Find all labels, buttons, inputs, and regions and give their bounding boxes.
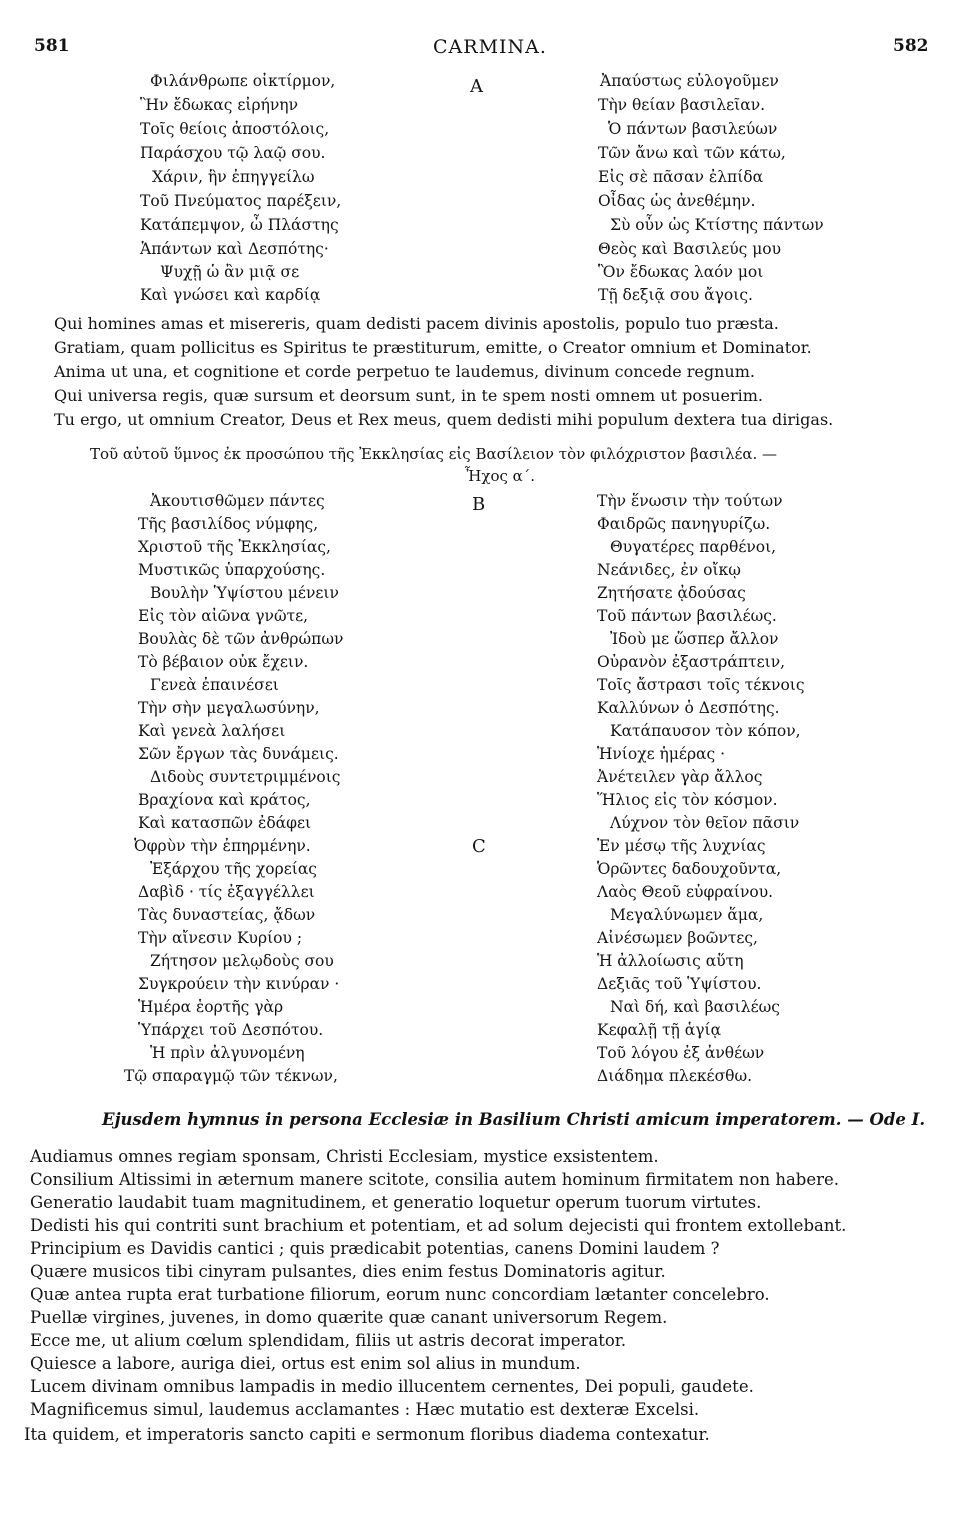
prose-line: Qui homines amas et misereris, quam dedisti pacem divinis apostolis, populo tuo præsta.	[54, 314, 779, 333]
verse-line: Φιλάνθρωπε οἰκτίρμον,	[150, 72, 336, 90]
verse-line: Ἡνίοχε ἡμέρας ·	[597, 745, 726, 763]
verse-line: Ἀπαύστως εὐλογοῦμεν	[600, 72, 779, 90]
verse-line: Φαιδρῶς πανηγυρίζω.	[597, 515, 771, 533]
verse-line: Ἰδοὺ με ὥσπερ ἄλλον	[610, 630, 779, 648]
section-marker-b: B	[472, 494, 486, 515]
verse-line: Διδοὺς συντετριμμένοις	[150, 768, 341, 786]
prose-line: Quære musicos tibi cinyram pulsantes, dies enim festus Dominatoris agitur.	[30, 1262, 666, 1281]
verse-line: Ναὶ δή, καὶ βασιλέως	[610, 998, 780, 1016]
verse-line: Δεξιᾶς τοῦ Ὑψίστου.	[597, 975, 762, 993]
verse-line: Μεγαλύνωμεν ἅμα,	[610, 906, 764, 924]
verse-line: Αἰνέσωμεν βοῶντες,	[597, 929, 758, 947]
verse-line: Παράσχου τῷ λαῷ σου.	[140, 144, 326, 162]
verse-line: Ἡ ἀλλοίωσις αὕτη	[597, 952, 744, 970]
prose-line: Audiamus omnes regiam sponsam, Christi Ecclesiam, mystice exsistentem.	[30, 1147, 659, 1166]
verse-line: Καλλύνων ὁ Δεσπότης.	[597, 699, 780, 717]
verse-line: Βουλὴν Ὑψίστου μένειν	[150, 584, 339, 602]
verse-line: Καὶ γενεὰ λαλήσει	[138, 722, 286, 740]
verse-line: Τὴν σὴν μεγαλωσύνην,	[138, 699, 320, 717]
verse-line: Τοῖς ἄστρασι τοῖς τέκνοις	[597, 676, 805, 694]
greek-title-line2: Ἦχος α΄.	[464, 467, 536, 485]
verse-line: Ζητήσατε ᾀδούσας	[597, 584, 746, 602]
verse-line: Εἰς τὸν αἰῶνα γνῶτε,	[138, 607, 309, 625]
verse-line: Κατάπεμψον, ὦ Πλάστης	[140, 216, 339, 234]
prose-line: Qui universa regis, quæ sursum et deorsum sunt, in te spem nosti omnem ut posuerim.	[54, 386, 763, 405]
verse-line: Ὁρῶντες δαδουχοῦντα,	[597, 860, 782, 878]
section-marker-c: C	[472, 836, 486, 857]
prose-line: Lucem divinam omnibus lampadis in medio illucentem cernentes, Dei populi, gaudete.	[30, 1377, 754, 1396]
verse-line: Τῇ δεξιᾷ σου ἄγοις.	[598, 286, 753, 304]
verse-line: Μυστικῶς ὑπαρχούσης.	[138, 561, 326, 579]
latin-hymn-title: Ejusdem hymnus in persona Ecclesiæ in Basilium Christi amicum imperatorem. — Ode I.	[102, 1110, 926, 1129]
verse-line: Τοῦ Πνεύματος παρέξειν,	[140, 192, 342, 210]
verse-line: Εἰς σὲ πᾶσαν ἐλπίδα	[598, 168, 764, 186]
verse-line: Τὴν θείαν βασιλεῖαν.	[598, 96, 766, 114]
prose-line: Generatio laudabit tuam magnitudinem, et generatio loquetur operum tuorum virtutes.	[30, 1193, 762, 1212]
prose-line: Ita quidem, et imperatoris sancto capiti e sermonum floribus diadema contexatur.	[24, 1425, 710, 1444]
greek-hymn-title	[90, 443, 890, 487]
verse-line: Λαὸς Θεοῦ εὐφραίνου.	[597, 883, 774, 901]
verse-line: Διάδημα πλεκέσθω.	[597, 1067, 753, 1085]
verse-line: Ἡμέρα ἑορτῆς γὰρ	[138, 998, 284, 1016]
verse-line: Ψυχῇ ὡ ἂν μιᾷ σε	[160, 263, 300, 281]
verse-line: Βουλὰς δὲ τῶν ἀνθρώπων	[138, 630, 344, 648]
verse-line: Οὐρανὸν ἐξαστράπτειν,	[597, 653, 786, 671]
verse-line: Ἀκουτισθῶμεν πάντες	[150, 492, 325, 510]
verse-line: Τῷ σπαραγμῷ τῶν τέκνων,	[124, 1067, 338, 1085]
greek-title-line1: Τοῦ αὐτοῦ ὕμνος ἐκ προσώπου τῆς Ἐκκλησίας εἰς Βασίλειον τὸν φιλόχριστον βασιλέα. —	[90, 445, 778, 463]
verse-line: Κεφαλῇ τῇ ἁγίᾳ	[597, 1021, 722, 1039]
verse-line: Χάριν, ἣν ἐπηγγείλω	[152, 168, 315, 186]
verse-line: Ὀφρὺν τὴν ἐπηρμένην.	[134, 837, 311, 855]
verse-line: Ἁπάντων καὶ Δεσπότης·	[140, 240, 329, 258]
prose-line: Dedisti his qui contriti sunt brachium et potentiam, et ad solum dejecisti qui frontem extollebant.	[30, 1216, 847, 1235]
verse-line: Ὁ πάντων βασιλεύων	[608, 120, 778, 138]
page-number-right: 582	[893, 36, 929, 56]
verse-line: Νεάνιδες, ἐν οἴκῳ	[597, 561, 741, 579]
prose-line: Puellæ virgines, juvenes, in domo quærite quæ canant universorum Regem.	[30, 1308, 668, 1327]
verse-line: Τοῦ πάντων βασιλέως.	[597, 607, 777, 625]
page-number-left: 581	[34, 36, 70, 56]
verse-line: Χριστοῦ τῆς Ἐκκλησίας,	[138, 538, 331, 556]
verse-line: Βραχίονα καὶ κράτος,	[138, 791, 311, 809]
running-title: CARMINA.	[433, 36, 547, 58]
verse-line: Καὶ γνώσει καὶ καρδίᾳ	[140, 286, 321, 304]
verse-line: Κατάπαυσον τὸν κόπον,	[610, 722, 801, 740]
verse-line: Οἶδας ὡς ἀνεθέμην.	[598, 192, 756, 210]
prose-line: Anima ut una, et cognitione et corde perpetuo te laudemus, divinum concede regnum.	[54, 362, 755, 381]
verse-line: Ἥλιος εἰς τὸν κόσμον.	[597, 791, 778, 809]
prose-line: Magnificemus simul, laudemus acclamantes : Hæc mutatio est dexteræ Excelsi.	[30, 1400, 700, 1419]
prose-line: Ecce me, ut alium cœlum splendidam, filiis ut astris decorat imperator.	[30, 1331, 627, 1350]
prose-line: Consilium Altissimi in æternum manere scitote, consilia autem hominum firmitatem non habere.	[30, 1170, 840, 1189]
verse-line: Θυγατέρες παρθένοι,	[610, 538, 777, 556]
verse-line: Τοῦ λόγου ἐξ ἀνθέων	[597, 1044, 765, 1062]
verse-line: Σὺ οὖν ὡς Κτίστης πάντων	[610, 216, 824, 234]
verse-line: Τὰς δυναστείας, ᾄδων	[138, 906, 316, 924]
prose-line: Gratiam, quam pollicitus es Spiritus te præstiturum, emitte, o Creator omnium et Dominator.	[54, 338, 812, 357]
verse-line: Συγκρούειν τὴν κινύραν ·	[138, 975, 340, 993]
verse-line: Ἡ πρὶν ἀλγυνομένη	[150, 1044, 305, 1062]
verse-line: Τὴν ἕνωσιν τὴν τούτων	[597, 492, 783, 510]
verse-line: Τῶν ἄνω καὶ τῶν κάτω,	[598, 144, 786, 162]
verse-line: Ὃν ἔδωκας λαόν μοι	[598, 263, 764, 281]
verse-line: Καὶ κατασπῶν ἐδάφει	[138, 814, 312, 832]
verse-line: Ζήτησον μελῳδοὺς σου	[150, 952, 334, 970]
prose-line: Principium es Davidis cantici ; quis prædicabit potentias, canens Domini laudem ?	[30, 1239, 720, 1258]
verse-line: Τῆς βασιλίδος νύμφης,	[138, 515, 319, 533]
verse-line: Ὑπάρχει τοῦ Δεσπότου.	[138, 1021, 324, 1039]
verse-line: Γενεὰ ἐπαινέσει	[150, 676, 279, 694]
verse-line: Θεὸς καὶ Βασιλεύς μου	[598, 240, 782, 258]
verse-line: Τὸ βέβαιον οὐκ ἔχειν.	[138, 653, 309, 671]
prose-line: Tu ergo, ut omnium Creator, Deus et Rex meus, quem dedisti mihi populum dextera tua dirigas.	[54, 410, 834, 429]
verse-line: Τὴν αἴνεσιν Κυρίου ;	[138, 929, 303, 947]
verse-line: Τοῖς θείοις ἀποστόλοις,	[140, 120, 330, 138]
verse-line: Ἣν ἔδωκας εἰρήνην	[140, 96, 299, 114]
verse-line: Δαβὶδ · τίς ἐξαγγέλλει	[138, 883, 315, 901]
verse-line: Ἀνέτειλεν γὰρ ἄλλος	[597, 768, 763, 786]
verse-line: Ἐξάρχου τῆς χορείας	[150, 860, 317, 878]
prose-line: Quæ antea rupta erat turbatione filiorum, eorum nunc concordiam lætanter concelebro.	[30, 1285, 770, 1304]
prose-line: Quiesce a labore, auriga diei, ortus est enim sol alius in mundum.	[30, 1354, 581, 1373]
verse-line: Λύχνον τὸν θεῖον πᾶσιν	[610, 814, 800, 832]
section-marker-a: A	[470, 76, 483, 97]
verse-line: Ἐν μέσῳ τῆς λυχνίας	[597, 837, 766, 855]
verse-line: Σῶν ἔργων τὰς δυνάμεις.	[138, 745, 339, 763]
